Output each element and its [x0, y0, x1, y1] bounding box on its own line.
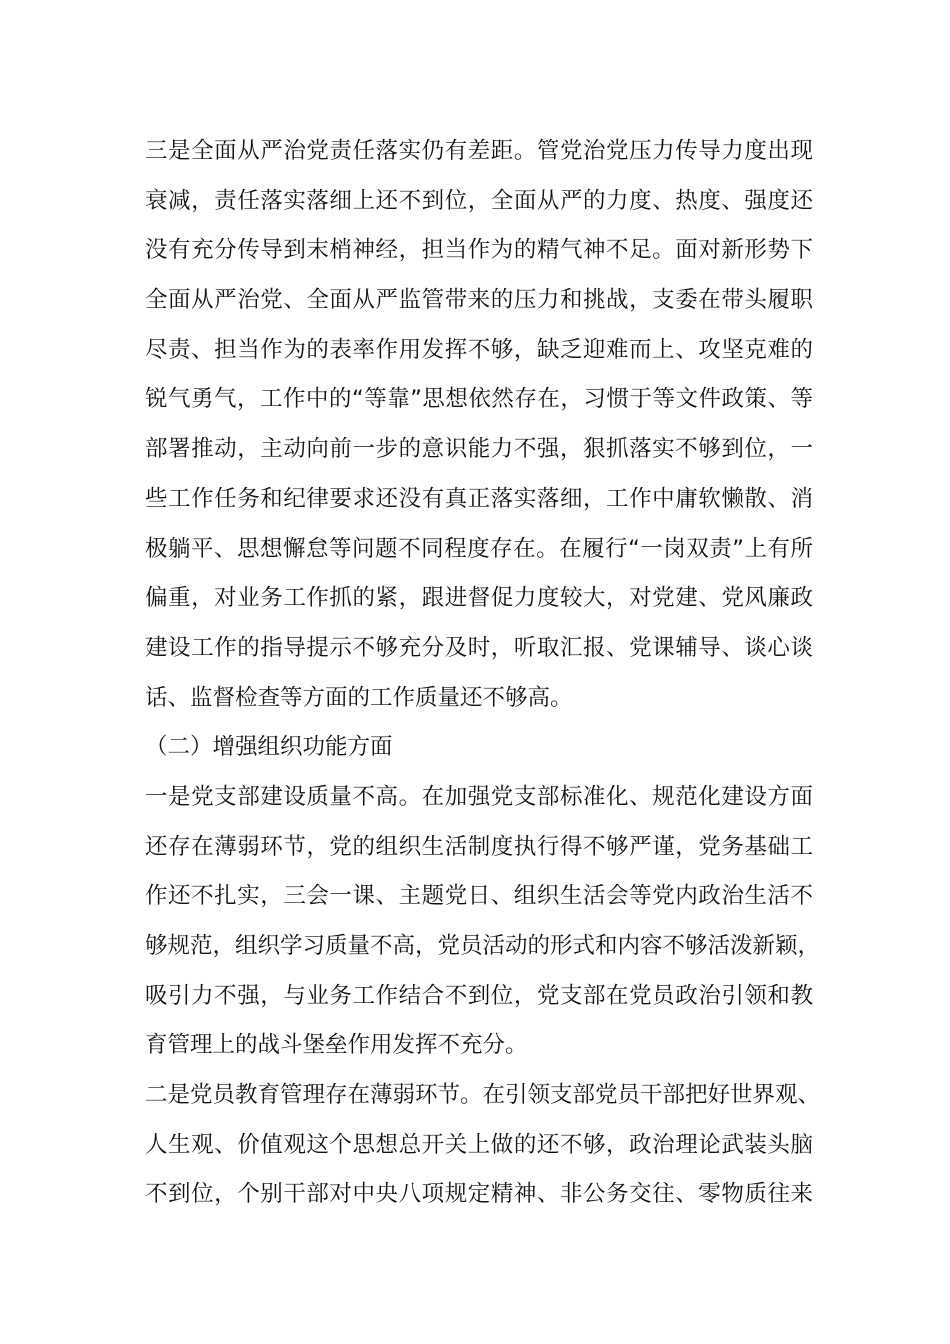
text-line: 衰减，责任落实落细上还不到位，全面从严的力度、热度、强度还 [145, 187, 813, 214]
text-line: 不到位，个别干部对中央八项规定精神、非公务交往、零物质往来 [145, 1181, 813, 1208]
text-line: 些工作任务和纪律要求还没有真正落实落细，工作中庸软懒散、消 [145, 485, 813, 512]
document-body [145, 127, 821, 1220]
text-line: 够规范，组织学习质量不高，党员活动的形式和内容不够活泼新颖， [145, 933, 821, 959]
text-line: 还存在薄弱环节，党的组织生活制度执行得不够严谨，党务基础工 [145, 833, 813, 860]
paragraph-member-education [145, 1071, 821, 1220]
text-line: 作还不扎实，三会一课、主题党日、组织生活会等党内政治生活不 [145, 883, 813, 910]
text-line: 建设工作的指导提示不够充分及时，听取汇报、党课辅导、谈心谈 [145, 634, 813, 661]
text-line: 二是党员教育管理存在薄弱环节。在引领支部党员干部把好世界观、 [145, 1082, 821, 1109]
text-line: 吸引力不强，与业务工作结合不到位，党支部在党员政治引领和教 [145, 982, 813, 1009]
text-line: 话、监督检查等方面的工作质量还不够高。 [145, 684, 573, 711]
text-line: 全面从严治党、全面从严监管带来的压力和挑战，支委在带头履职 [145, 287, 813, 314]
text-line: 育管理上的战斗堡垒作用发挥不充分。 [145, 1032, 528, 1059]
section-heading: （二）增强组织功能方面 [145, 734, 393, 761]
text-line: 偏重，对业务工作抓的紧，跟进督促力度较大，对党建、党风廉政 [145, 585, 813, 612]
text-line: 一是党支部建设质量不高。在加强党支部标准化、规范化建设方面 [145, 783, 813, 810]
paragraph-responsibility [145, 127, 813, 723]
text-line: 极躺平、思想懈怠等问题不同程度存在。在履行“一岗双责”上有所 [145, 535, 813, 562]
text-line: 人生观、价值观这个思想总开关上做的还不够，政治理论武装头脑 [145, 1131, 813, 1158]
text-line: 锐气勇气，工作中的“等靠”思想依然存在，习惯于等文件政策、等 [145, 386, 813, 413]
paragraph-branch-construction [145, 773, 821, 1071]
text-line: 尽责、担当作为的表率作用发挥不够，缺乏迎难而上、攻坚克难的 [145, 336, 813, 363]
text-line: 部署推动，主动向前一步的意识能力不强，狠抓落实不够到位，一 [145, 436, 813, 463]
text-line: 三是全面从严治党责任落实仍有差距。管党治党压力传导力度出现 [145, 138, 813, 164]
text-line: 没有充分传导到末梢神经，担当作为的精气神不足。面对新形势下 [145, 237, 813, 264]
